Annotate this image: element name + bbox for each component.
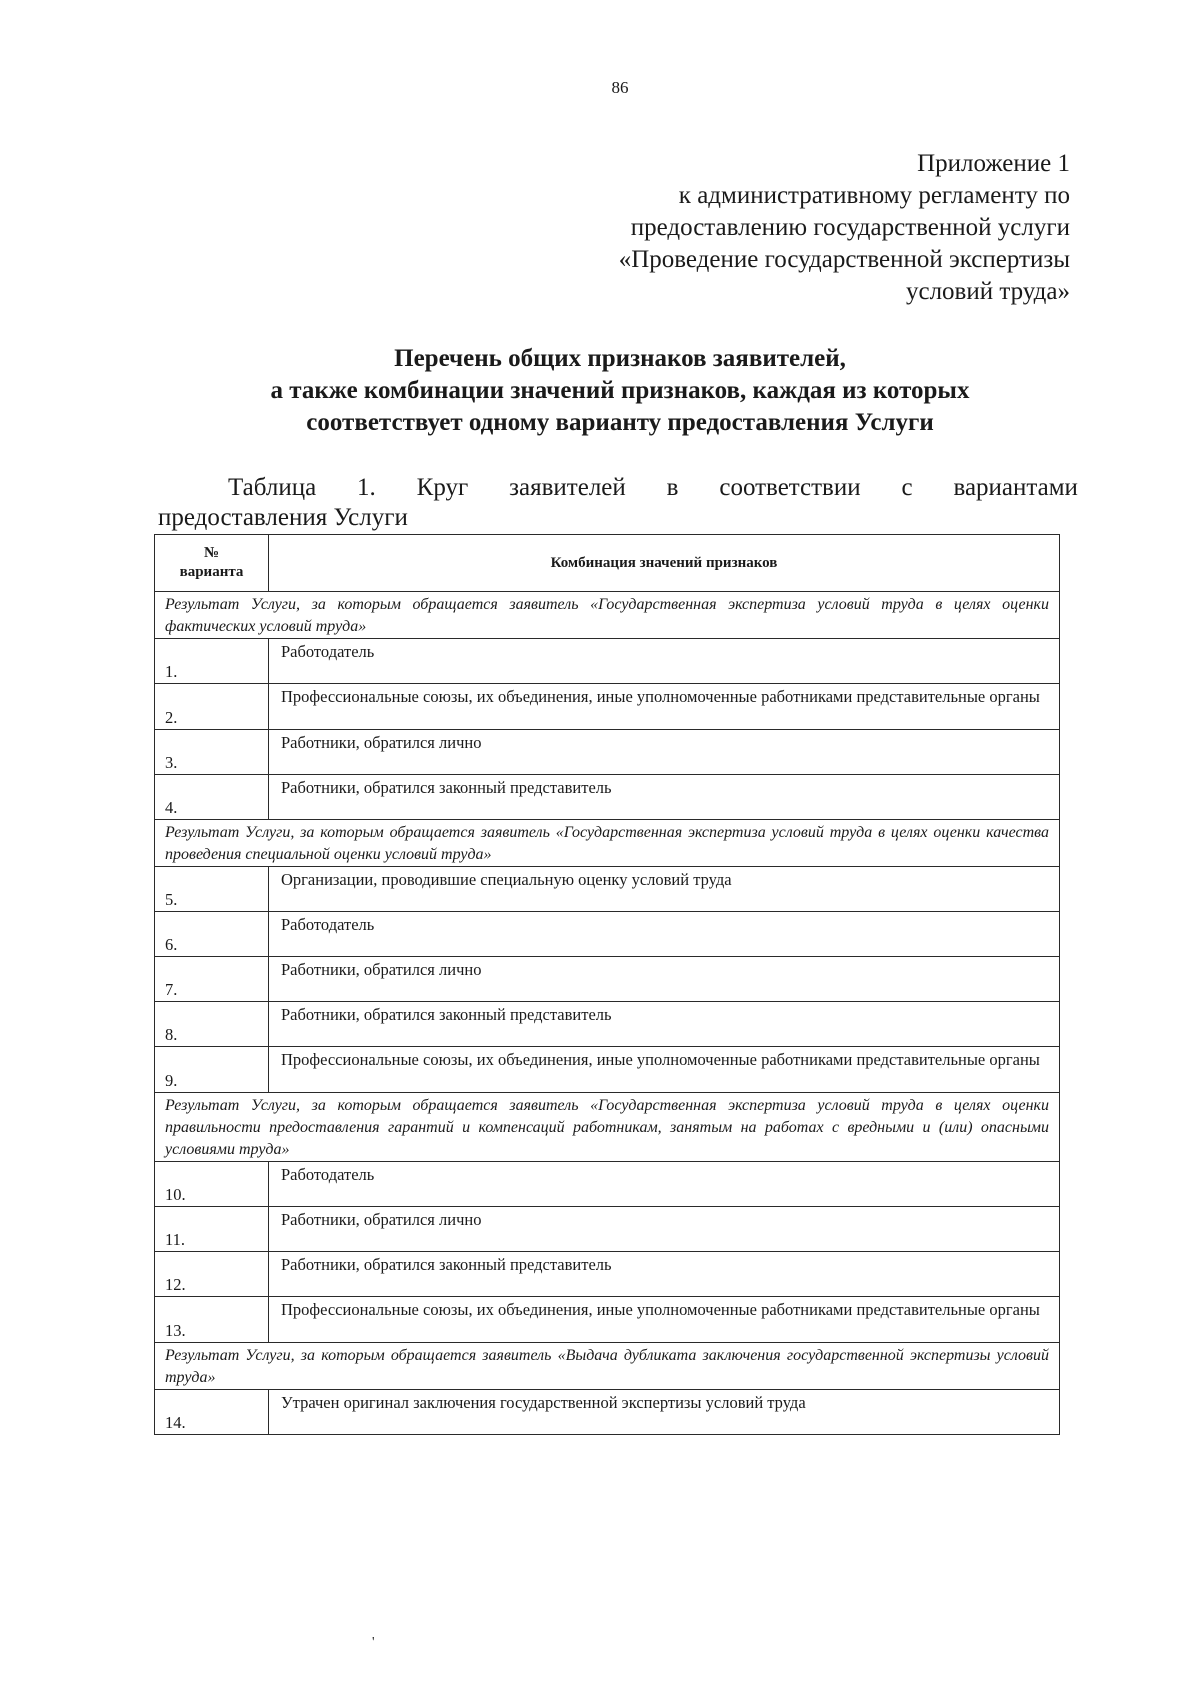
applicants-table <box>154 534 1060 1435</box>
variant-number: 3. <box>155 730 269 775</box>
table-row <box>155 1162 1060 1207</box>
appendix-line: условий труда» <box>905 278 1070 305</box>
variant-number: 4. <box>155 775 269 820</box>
variant-number: 11. <box>155 1207 269 1252</box>
variant-description: Профессиональные союзы, их объединения, иные уполномоченные работниками представительные органы <box>269 1047 1060 1093</box>
variant-number: 2. <box>155 684 269 730</box>
variant-description: Работники, обратился лично <box>269 1207 1060 1252</box>
section-title: Результат Услуги, за которым обращается заявитель «Выдача дубликата заключения государственной экспертизы условий труда» <box>155 1343 1060 1390</box>
heading-line: а также комбинации значений признаков, каждая из которых <box>270 377 970 404</box>
caption-word: Круг <box>416 474 469 501</box>
variant-number: 13. <box>155 1297 269 1343</box>
variant-number: 8. <box>155 1002 269 1047</box>
appendix-line: к административному регламенту по <box>678 182 1070 209</box>
table-row <box>155 1390 1060 1435</box>
variant-description: Утрачен оригинал заключения государственной экспертизы условий труда <box>269 1390 1060 1435</box>
variant-description: Работники, обратился законный представитель <box>269 775 1060 820</box>
variant-number: 6. <box>155 912 269 957</box>
variant-number: 10. <box>155 1162 269 1207</box>
section-row <box>155 1343 1060 1390</box>
caption-word: вариантами <box>953 474 1078 501</box>
variant-number: 1. <box>155 639 269 684</box>
table-header-row <box>155 535 1060 592</box>
variant-number: 12. <box>155 1252 269 1297</box>
caption-word: соответствии <box>719 474 861 501</box>
heading-line: Перечень общих признаков заявителей, <box>394 345 846 372</box>
variant-description: Профессиональные союзы, их объединения, иные уполномоченные работниками представительные органы <box>269 1297 1060 1343</box>
variant-description: Работодатель <box>269 1162 1060 1207</box>
variant-description: Работники, обратился законный представитель <box>269 1252 1060 1297</box>
variant-description: Работники, обратился лично <box>269 957 1060 1002</box>
table-row <box>155 639 1060 684</box>
variant-description: Работники, обратился лично <box>269 730 1060 775</box>
variant-number: 9. <box>155 1047 269 1093</box>
caption-word: с <box>901 474 913 501</box>
caption-line: предоставления Услуги <box>158 504 408 531</box>
appendix-line: «Проведение государственной экспертизы <box>618 246 1070 273</box>
section-title: Результат Услуги, за которым обращается заявитель «Государственная экспертиза условий труда в целях оценки правильности предоставления гарантий и компенсаций работникам, занятым на работах с вредными и (или) опасными условиями труда» <box>155 1093 1060 1162</box>
variant-description: Работодатель <box>269 912 1060 957</box>
table-row <box>155 957 1060 1002</box>
variant-description: Организации, проводившие специальную оценку условий труда <box>269 867 1060 912</box>
caption-word: заявителей <box>509 474 626 501</box>
table-row <box>155 1047 1060 1093</box>
variant-description: Работники, обратился законный представитель <box>269 1002 1060 1047</box>
header-variant-number <box>155 535 269 592</box>
document-heading <box>130 343 1110 439</box>
stray-mark: ' <box>372 1635 375 1650</box>
section-row <box>155 1093 1060 1162</box>
section-title: Результат Услуги, за которым обращается заявитель «Государственная экспертиза условий труда в целях оценки фактических условий труда» <box>155 592 1060 639</box>
appendix-note <box>619 148 1070 308</box>
table-row <box>155 1207 1060 1252</box>
heading-line: соответствует одному варианту предоставления Услуги <box>306 409 934 436</box>
table-row <box>155 912 1060 957</box>
variant-number: 7. <box>155 957 269 1002</box>
table-row <box>155 730 1060 775</box>
header-num-sign: № <box>203 545 220 561</box>
section-row <box>155 820 1060 867</box>
table-caption <box>158 473 1078 533</box>
section-title: Результат Услуги, за которым обращается заявитель «Государственная экспертиза условий труда в целях оценки качества проведения специальной оценки условий труда» <box>155 820 1060 867</box>
variant-description: Работодатель <box>269 639 1060 684</box>
table-row <box>155 1297 1060 1343</box>
section-row <box>155 592 1060 639</box>
variant-number: 14. <box>155 1390 269 1435</box>
caption-line <box>158 473 1078 503</box>
table-row <box>155 775 1060 820</box>
appendix-line: Приложение 1 <box>917 150 1070 177</box>
header-num-label: варианта <box>179 564 244 580</box>
header-combination: Комбинация значений признаков <box>269 535 1060 592</box>
page-number: 86 <box>611 78 629 97</box>
variant-number: 5. <box>155 867 269 912</box>
caption-word: 1. <box>357 474 376 501</box>
caption-word: Таблица <box>228 474 317 501</box>
table-row <box>155 1002 1060 1047</box>
appendix-line: предоставлению государственной услуги <box>630 214 1070 241</box>
caption-word: в <box>666 474 679 501</box>
table-row <box>155 1252 1060 1297</box>
variant-description: Профессиональные союзы, их объединения, иные уполномоченные работниками представительные органы <box>269 684 1060 730</box>
table-row <box>155 684 1060 730</box>
table-row <box>155 867 1060 912</box>
